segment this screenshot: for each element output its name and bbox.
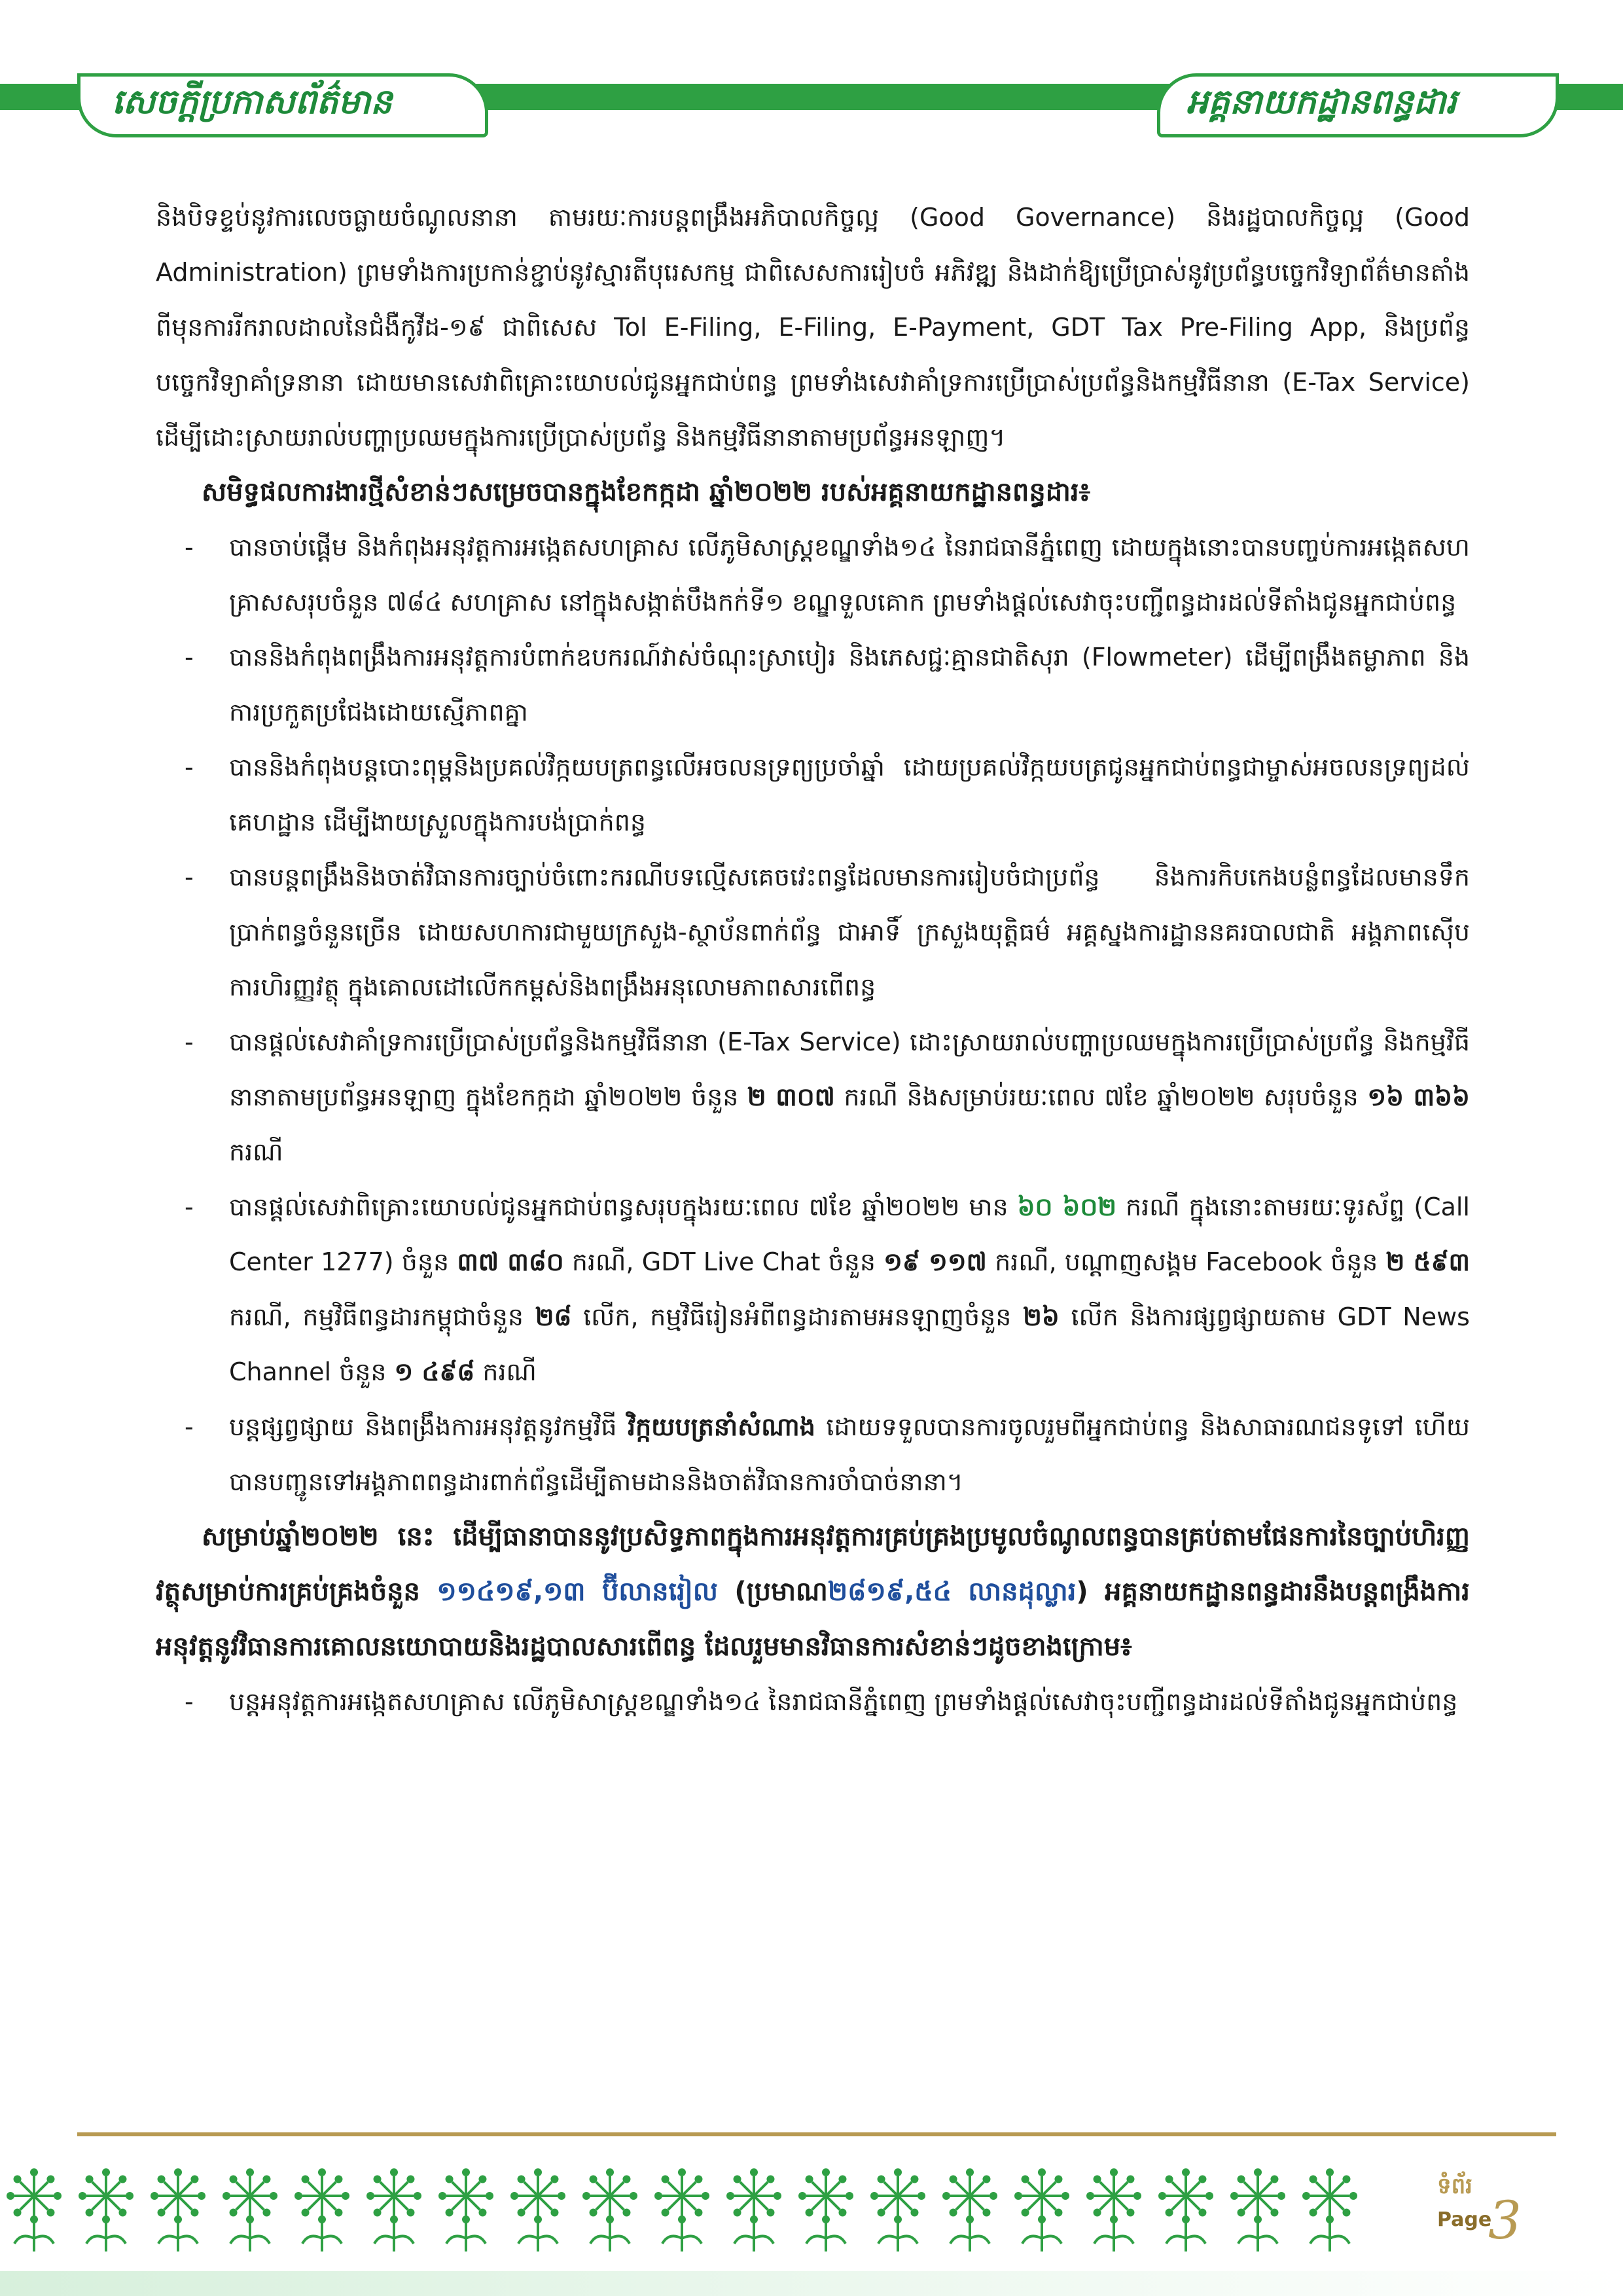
ornament-flower-icon [1152,2160,1220,2258]
list-item: - បានផ្តល់សេវាពិគ្រោះយោបល់ជូនអ្នកជាប់ពន្ធសរុបក្នុងរយៈពេល ៧ខែ ឆ្នាំ២០២២ មាន ៦០ ៦០២ ករណី ក្នុងនោះតាមរយៈទូរស័ព្ទ (Call Center 1277) ចំនួន ៣៧ ៣៨០ ករណី, GDT Live Chat ចំនួន ១៩ ១១៧ ករណី, បណ្តាញសង្គម Facebook ចំនួន ២ ៥៩៣ ករណី, កម្មវិធីពន្ធដារកម្ពុជាចំនួន ២៨ លើក, កម្មវិធីរៀនអំពីពន្ធដារតាមអនឡាញចំនួន ២៦ លើក និងការផ្សព្វផ្សាយតាម GDT News Channel ចំនួន ១ ៤៩៨ ករណី [185,1193,1470,1386]
stat-value: ២ ៥៩៣ [1385,1247,1470,1276]
header-right-title: អគ្គនាយកដ្ឋានពន្ធដារ [1186,82,1457,122]
footer-ornaments [0,2160,1414,2258]
ornament-flower-icon [504,2160,572,2258]
ornament-flower-icon [1008,2160,1076,2258]
list-item: - បានបន្តពង្រឹងនិងចាត់វិធានការច្បាប់ចំពោះករណីបទល្មើសគេចវេះពន្ធដែលមានការរៀបចំជាប្រព័ន្ធ និងការកិបកេងបន្លំពន្ធដែលមានទឹកប្រាក់ពន្ធចំនួនច្រើន ដោយសហការជាមួយក្រសួង-ស្ថាប័នពាក់ព័ន្ធ ជាអាទិ៍ ក្រសួងយុត្តិធម៌ អគ្គស្នងការដ្ឋាននគរបាលជាតិ អង្គភាពស៊ើបការហិរញ្ញវត្ថុ ក្នុងគោលដៅលើកកម្ពស់និងពង្រឹងអនុលោមភាពសារពើពន្ធ [185,863,1470,1001]
ornament-flower-icon [0,2160,68,2258]
ornament-flower-icon [864,2160,932,2258]
footer-gradient [0,2271,1623,2296]
ornament-flower-icon [432,2160,500,2258]
header-right-tab [1157,73,1559,137]
stat-value: ១ ៤៩៨ [394,1357,475,1386]
ornament-flower-icon [936,2160,1004,2258]
ornament-flower-icon [792,2160,860,2258]
section-heading: សមិទ្ធផលការងារថ្មីសំខាន់ៗសម្រេចបានក្នុងខែកក្កដា ឆ្នាំ២០២២ របស់អគ្គនាយកដ្ឋានពន្ធដារ៖ [202,477,1091,507]
list-item: - បន្តអនុវត្តការអង្កេតសហគ្រាស លើភូមិសាស្ត្រខណ្ឌទាំង១៤ នៃរាជធានីភ្នំពេញ ព្រមទាំងផ្តល់សេវាចុះបញ្ជីពន្ធដារដល់ទីតាំងជូនអ្នកជាប់ពន្ធ [185,1687,1458,1716]
list-item: - បាននិងកំពុងពង្រឹងការអនុវត្តការបំពាក់ឧបករណ៍វាស់ចំណុះស្រាបៀរ និងភេសជ្ជៈគ្មានជាតិសុរា (Flowmeter) ដើម្បីពង្រឹងតម្លាភាព និងការប្រកួតប្រជែងដោយស្មើភាពគ្នា [185,643,1470,726]
header-left-tab [77,73,488,137]
revenue-target-usd: ២៨១៩,៥៤ លានដុល្លារ [827,1577,1077,1607]
stat-value: ៦០ ៦០២ [1017,1193,1117,1221]
list-item: - បាននិងកំពុងបន្តបោះពុម្ពនិងប្រគល់វិក្កយបត្រពន្ធលើអចលនទ្រព្យប្រចាំឆ្នាំ ដោយប្រគល់វិក្កយបត្រជូនអ្នកជាប់ពន្ធជាម្ចាស់អចលនទ្រព្យដល់គេហដ្ឋាន ដើម្បីងាយស្រួលក្នុងការបង់ប្រាក់ពន្ធ [185,753,1470,836]
document-body [156,190,1470,1729]
ornament-flower-icon [144,2160,212,2258]
program-name: វិក្កយបត្រនាំសំណាង [627,1412,815,1441]
stat-value: ២៦ [1023,1302,1060,1331]
ornament-flower-icon [216,2160,284,2258]
page-number: 3 [1488,2190,1522,2251]
header-left-title: សេចក្តីប្រកាសព័ត៌មាន [112,82,393,122]
ornament-flower-icon [576,2160,644,2258]
list-item: - បានផ្តល់សេវាគាំទ្រការប្រើប្រាស់ប្រព័ន្ធនិងកម្មវិធីនានា (E-Tax Service) ដោះស្រាយរាល់បញ្ហាប្រឈមក្នុងការប្រើប្រាស់ប្រព័ន្ធ និងកម្មវិធីនានាតាមប្រព័ន្ធអនឡាញ ក្នុងខែកក្កដា ឆ្នាំ២០២២ ចំនួន ២ ៣០៧ ករណី និងសម្រាប់រយៈពេល ៧ខែ ឆ្នាំ២០២២ សរុបចំនួន ១៦ ៣៦៦ ករណី [185,1028,1470,1166]
stat-value: ២ ៣០៧ [747,1083,835,1111]
ornament-flower-icon [720,2160,788,2258]
page-number-block [1433,2172,1558,2250]
page-label-en: Page [1437,2208,1492,2231]
ornament-flower-icon [648,2160,716,2258]
ornament-flower-icon [1224,2160,1292,2258]
stat-value: ២៨ [535,1302,572,1331]
stat-value: ៣៧ ៣៨០ [457,1247,564,1276]
ornament-flower-icon [1296,2160,1364,2258]
list-item: - បន្តផ្សព្វផ្សាយ និងពង្រឹងការអនុវត្តនូវកម្មវិធី វិក្កយបត្រនាំសំណាង ដោយទទួលបានការចូលរួមពីអ្នកជាប់ពន្ធ និងសាធារណជនទូទៅ ហើយបានបញ្ជូនទៅអង្គភាពពន្ធដារពាក់ព័ន្ធដើម្បីតាមដាននិងចាត់វិធានការចាំបាច់នានា។ [185,1412,1470,1496]
revenue-target-riel: ១១៤១៩,១៣ ប៊ីលានរៀល [437,1577,718,1607]
intro-paragraph: និងបិទខ្ទប់នូវការលេចធ្លាយចំណូលនានា តាមរយៈការបន្តពង្រឹងអភិបាលកិច្ចល្អ (Good Governance) និងរដ្ឋបាលកិច្ចល្អ (Good Administration) ព្រមទាំងការប្រកាន់ខ្ជាប់នូវស្មារតីបុរេសកម្ម ជាពិសេសការរៀបចំ អភិវឌ្ឍ និងដាក់ឱ្យប្រើប្រាស់នូវប្រព័ន្ធបច្ចេកវិទ្យាព័ត៌មានតាំងពីមុនការរីករាលដាលនៃជំងឺកូវីដ-១៩ ជាពិសេស Tol E-Filing, E-Filing, E-Payment, GDT Tax Pre-Filing App, និងប្រព័ន្ធបច្ចេកវិទ្យាគាំទ្រនានា ដោយមានសេវាពិគ្រោះយោបល់ជូនអ្នកជាប់ពន្ធ ព្រមទាំងសេវាគាំទ្រការប្រើប្រាស់ប្រព័ន្ធនិងកម្មវិធីនានា (E-Tax Service) ដើម្បីដោះស្រាយរាល់បញ្ហាប្រឈមក្នុងការប្រើប្រាស់ប្រព័ន្ធ និងកម្មវិធីនានាតាមប្រព័ន្ធអនឡាញ។ [156,203,1470,452]
ornament-flower-icon [288,2160,356,2258]
closing-paragraph: សម្រាប់ឆ្នាំ២០២២ នេះ ដើម្បីធានាបាននូវប្រសិទ្ធភាពក្នុងការអនុវត្តការគ្រប់គ្រងប្រមូលចំណូលពន្ធបានគ្រប់តាមផែនការនៃច្បាប់ហិរញ្ញវត្ថុសម្រាប់ការគ្រប់គ្រងចំនួន ១១៤១៩,១៣ ប៊ីលានរៀល (ប្រមាណ២៨១៩,៥៤ លានដុល្លារ) អគ្គនាយកដ្ឋានពន្ធដារនឹងបន្តពង្រឹងការអនុវត្តនូវវិធានការគោលនយោបាយនិងរដ្ឋបាលសារពើពន្ធ ដែលរួមមានវិធានការសំខាន់ៗដូចខាងក្រោម៖ [156,1522,1470,1662]
footer-divider [77,2132,1556,2136]
stat-value: ១៩ ១១៧ [883,1247,987,1276]
ornament-flower-icon [72,2160,140,2258]
stat-value: ១៦ ៣៦៦ [1367,1083,1470,1111]
ornament-flower-icon [1080,2160,1148,2258]
page-label-km: ទំព័រ [1437,2173,1472,2199]
list-item: - បានចាប់ផ្តើម និងកំពុងអនុវត្តការអង្កេតសហគ្រាស លើភូមិសាស្ត្រខណ្ឌទាំង១៤ នៃរាជធានីភ្នំពេញ ដោយក្នុងនោះបានបញ្ចប់ការអង្កេតសហគ្រាសសរុបចំនួន ៧៨៤ សហគ្រាស នៅក្នុងសង្កាត់បឹងកក់ទី១ ខណ្ឌទួលគោក ព្រមទាំងផ្តល់សេវាចុះបញ្ជីពន្ធដារដល់ទីតាំងជូនអ្នកជាប់ពន្ធ [185,533,1470,617]
ornament-flower-icon [360,2160,428,2258]
